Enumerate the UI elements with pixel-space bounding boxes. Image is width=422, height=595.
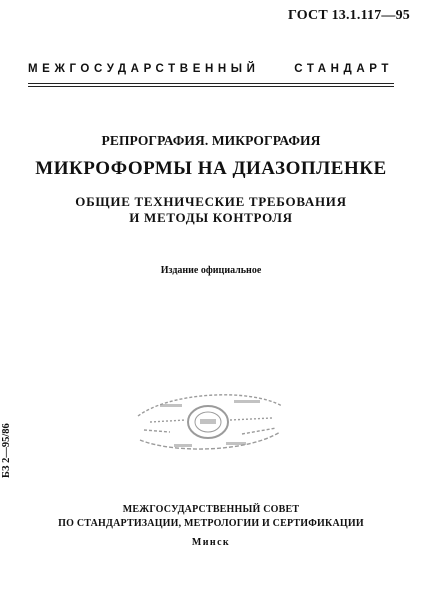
library-stamp-icon	[130, 382, 290, 462]
header-rule	[28, 83, 394, 84]
side-code: БЗ 2—95/86	[1, 423, 12, 478]
standard-type-heading: МЕЖГОСУДАРСТВЕННЫЙ СТАНДАРТ	[28, 63, 393, 75]
edition-label: Издание официальное	[160, 265, 262, 276]
document-title: МИКРОФОРМЫ НА ДИАЗОПЛЕНКЕ	[35, 158, 387, 179]
document-subtitle	[0, 194, 422, 226]
subtitle-line-1: ОБЩИЕ ТЕХНИЧЕСКИЕ ТРЕБОВАНИЯ	[75, 194, 347, 209]
publisher-city: Минск	[191, 537, 231, 548]
header-rule-double	[28, 86, 394, 87]
publisher-line-1: МЕЖГОСУДАРСТВЕННЫЙ СОВЕТ	[122, 504, 300, 515]
category-title: РЕПРОГРАФИЯ. МИКРОГРАФИЯ	[101, 133, 321, 148]
gost-number: ГОСТ 13.1.117—95	[288, 8, 410, 23]
subtitle-line-2: И МЕТОДЫ КОНТРОЛЯ	[129, 210, 293, 225]
publisher-line-2: ПО СТАНДАРТИЗАЦИИ, МЕТРОЛОГИИ И СЕРТИФИКАЦИИ	[58, 518, 364, 529]
